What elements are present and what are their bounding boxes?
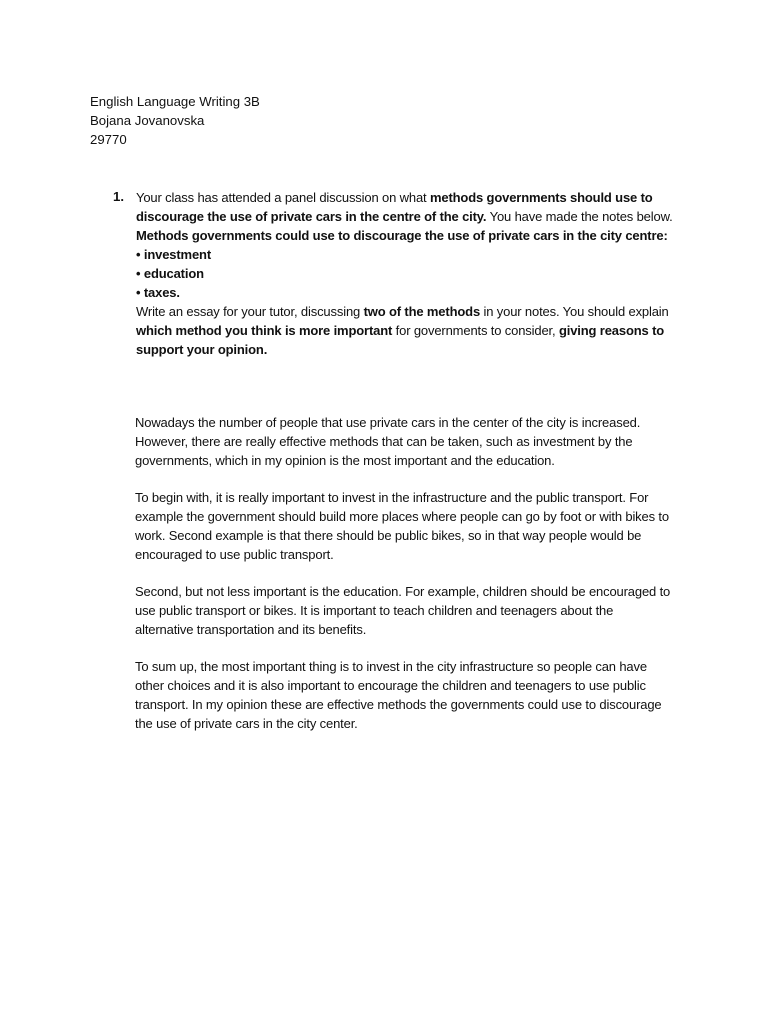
question-number: 1. (113, 189, 124, 204)
task-line (136, 207, 696, 226)
essay-line: the use of private cars in the city center. (135, 716, 358, 731)
essay-line: Nowadays the number of people that use private cars in the center of the city is increased. (135, 415, 641, 430)
essay-line: Second, but not less important is the education. For example, children should be encouraged to (135, 584, 671, 599)
essay-paragraph (135, 657, 695, 733)
bullet-item: • education (136, 266, 204, 281)
essay-line: To sum up, the most important thing is to invest in the city infrastructure so people can have (135, 659, 647, 674)
task-text-bold: giving reasons to (558, 323, 665, 338)
task-text: You have made the notes below. (486, 209, 673, 224)
task-text-bold: which method you think is more important (136, 323, 393, 338)
essay-line: encouraged to use public transport. (135, 547, 334, 562)
essay-line: governments, which in my opinion is the most important and the education. (135, 453, 555, 468)
essay-line: use public transport or bikes. It is important to teach children and teenagers about the (135, 603, 614, 618)
essay-line: other choices and it is also important to encourage the children and teenagers to use public (135, 678, 646, 693)
task-text: Write an essay for your tutor, discussing (136, 304, 364, 319)
notes-heading: Methods governments could use to discourage the use of private cars in the city centre: (136, 228, 668, 243)
task-line (136, 188, 696, 207)
task-text-bold: two of the methods (363, 304, 481, 319)
task-line: support your opinion. (136, 342, 268, 357)
essay-paragraph (135, 413, 695, 470)
essay-line: work. Second example is that there should be public bikes, so in that way people would be (135, 528, 642, 543)
essay-paragraph (135, 488, 695, 564)
task-text: in your notes. You should explain (480, 304, 669, 319)
essay-line: However, there are really effective methods that can be taken, such as investment by the (135, 434, 633, 449)
essay-line: To begin with, it is really important to invest in the infrastructure and the public transport. For (135, 490, 649, 505)
task-text: for governments to consider, (392, 323, 559, 338)
document-header (90, 92, 260, 149)
bullet-item: • investment (136, 247, 211, 262)
task-prompt (136, 188, 696, 359)
task-text-bold: discourage the use of private cars in the centre of the city. (136, 209, 487, 224)
course-title: English Language Writing 3B (90, 94, 260, 109)
student-name: Bojana Jovanovska (90, 113, 205, 128)
essay-line: alternative transportation and its benefits. (135, 622, 367, 637)
task-text-bold: methods governments should use to (429, 190, 653, 205)
bullet-item: • taxes. (136, 285, 180, 300)
student-id: 29770 (90, 132, 127, 147)
task-text: Your class has attended a panel discussion on what (136, 190, 430, 205)
task-line (136, 302, 696, 321)
task-line (136, 321, 696, 340)
essay-paragraph (135, 582, 695, 639)
essay-line: example the government should build more places where people can go by foot or with bikes to (135, 509, 669, 524)
essay-body (135, 413, 695, 751)
essay-line: transport. In my opinion these are effective methods the governments could use to discourage (135, 697, 662, 712)
